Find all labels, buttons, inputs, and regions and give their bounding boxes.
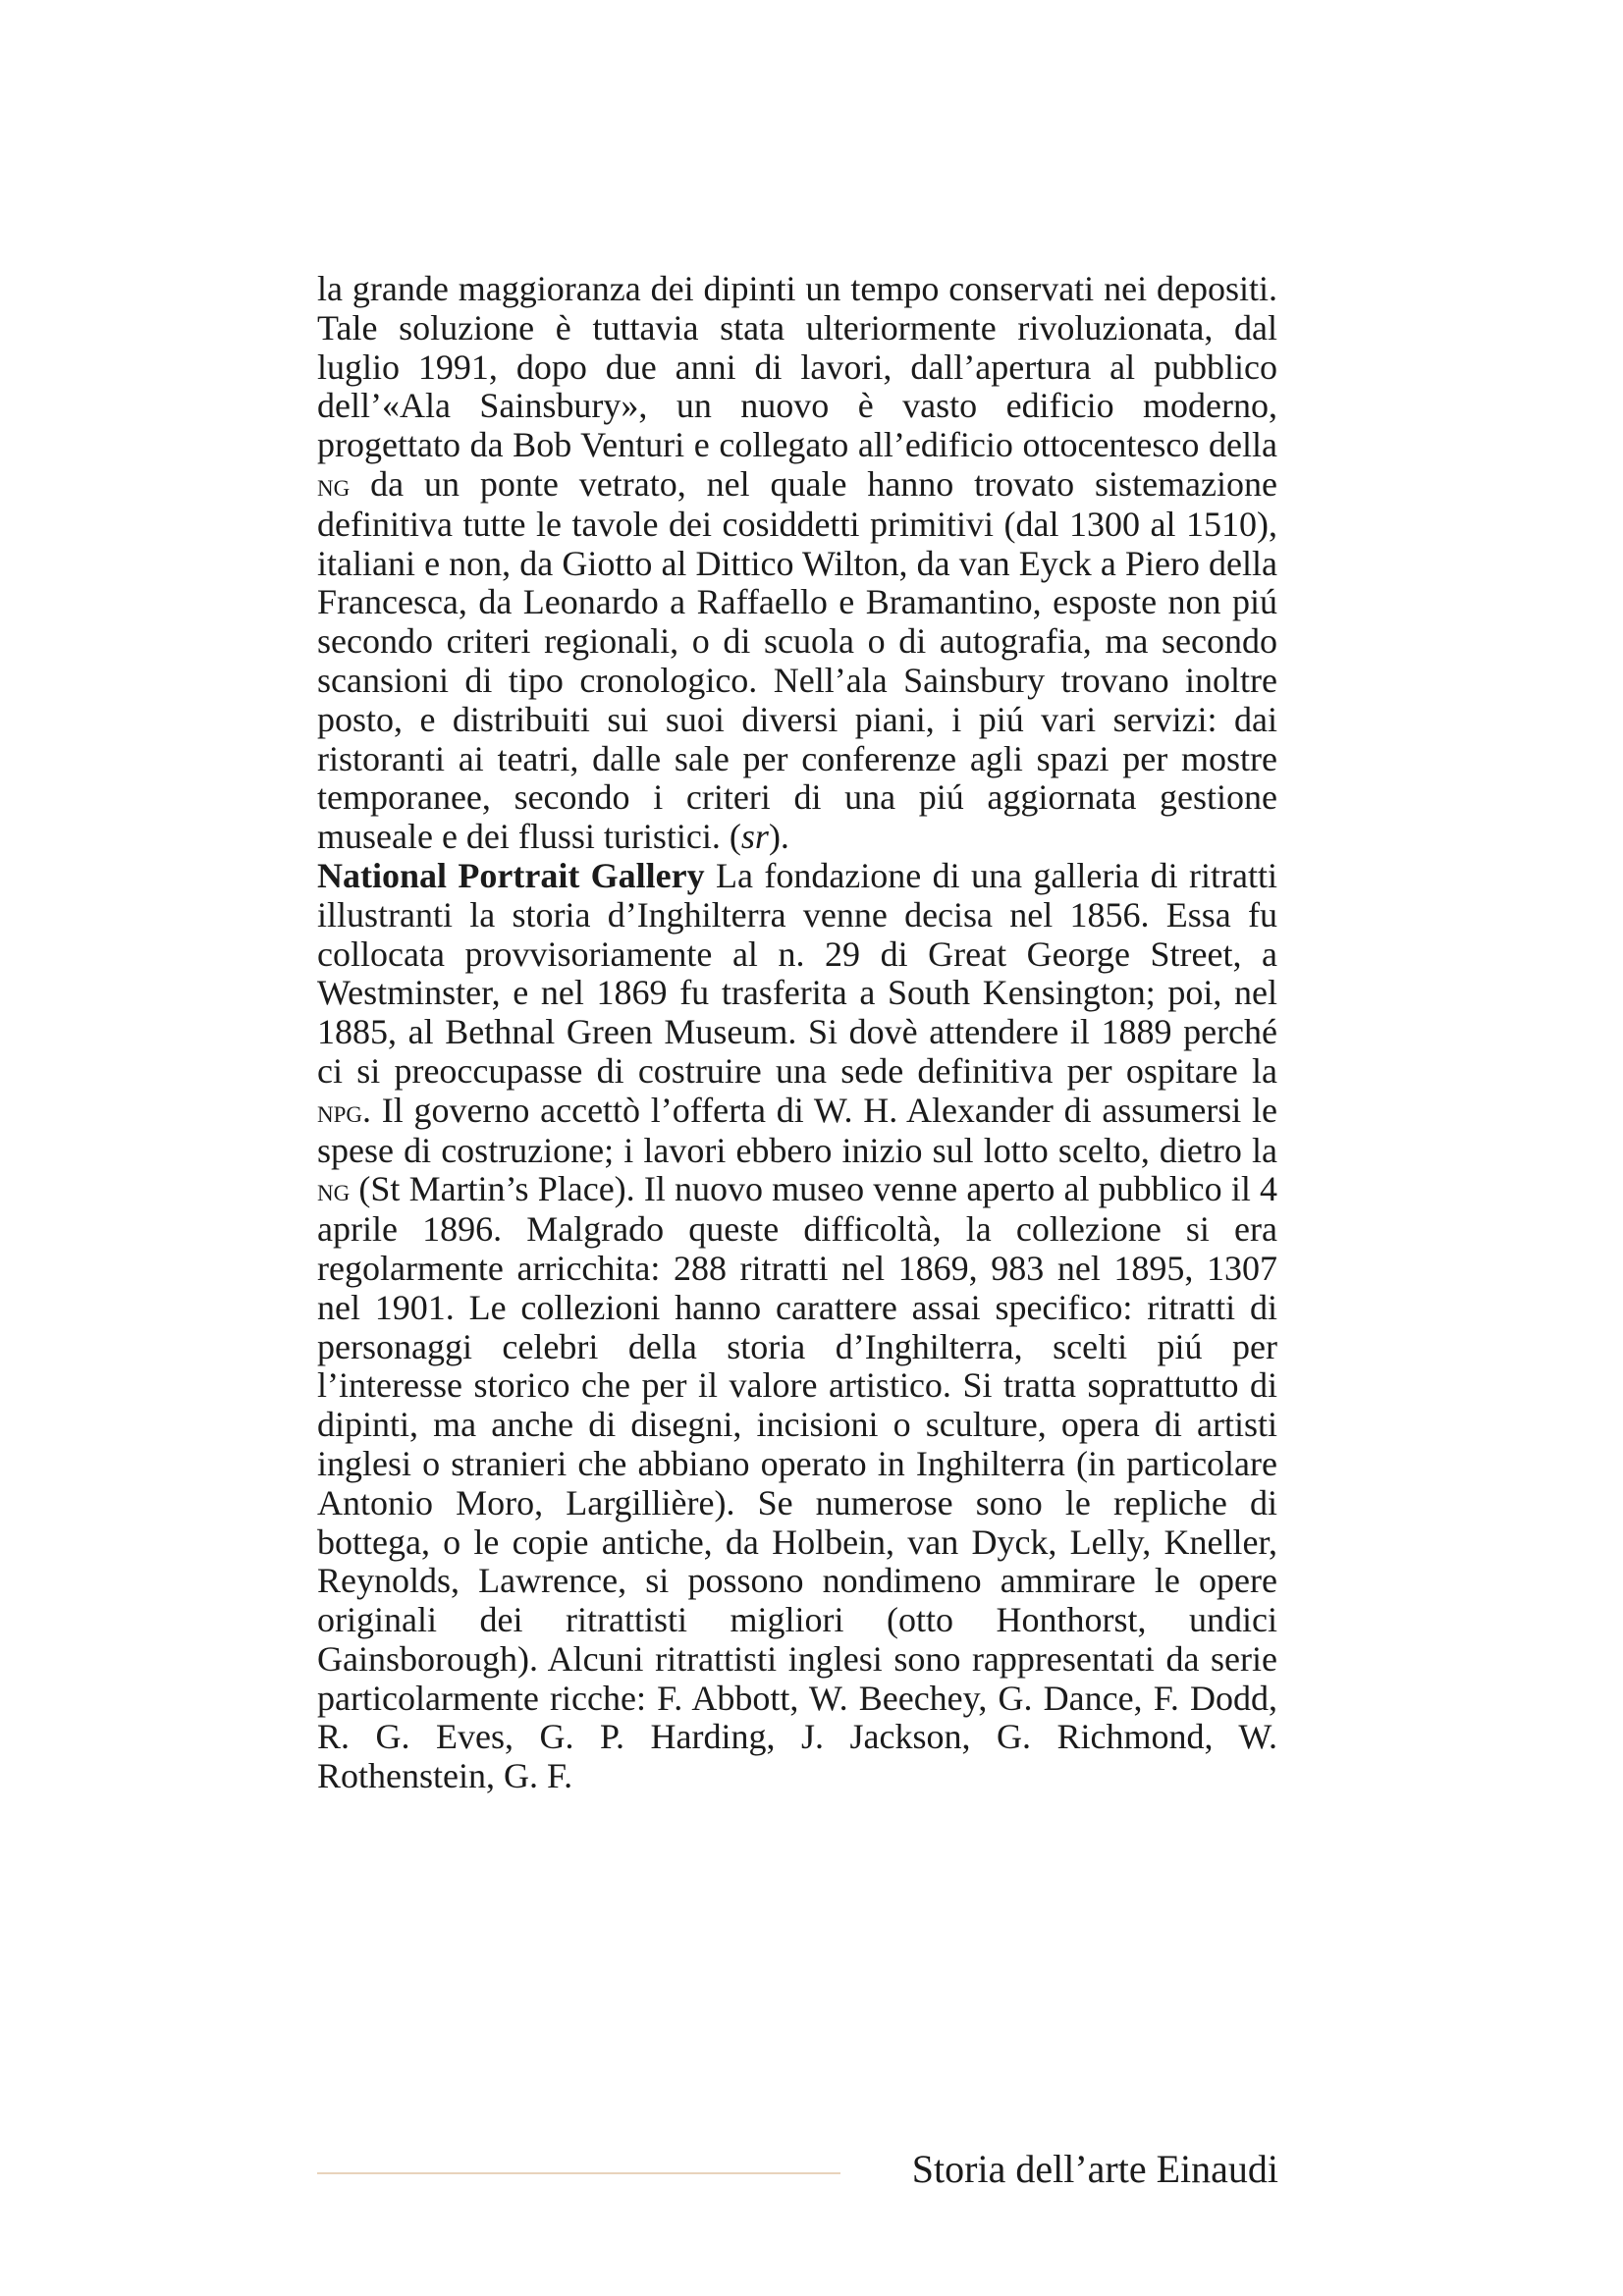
entry-title: National Portrait Gallery — [317, 855, 705, 895]
abbreviation-ng: ng — [317, 466, 351, 504]
text-run: (St Martin’s Place). Il nuovo museo venne aperto al pubblico il 4 aprile 1896. Malgrado queste difficoltà, la collezione si era regolarmente arricchita: 288 ritratti nel 1869, 983 nel 1895, 1307 nel 1901. Le collezioni hanno carattere assai specifico: ritratti di personaggi celebri della storia d’Inghilterra, scelti piú per l’interesse storico che per il valore artistico. Si tratta soprattutto di dipinti, ma anche di disegni, incisioni o sculture, opera di artisti inglesi o stranieri che abbiano operato in Inghilterra (in particolare Antonio Moro, Largillière). Se numerose sono le repliche di bottega, o le copie antiche, da Holbein, van Dyck, Lelly, Kneller, Reynolds, Lawrence, si possono nondimeno ammirare le opere originali dei ritrattisti migliori (otto Honthorst, undici Gainsborough). Alcuni ritrattisti inglesi sono rappresentati da serie particolarmente ricche: F. Abbott, W. Beechey, G. Dance, F. Dodd, R. G. Eves, G. P. Harding, J. Jackson, G. Richmond, W. Rothenstein, G. F. — [317, 1169, 1277, 1796]
paragraph-ng-sainsbury — [317, 270, 1277, 857]
text-run: da un ponte vetrato, nel quale hanno trovato sistemazione definitiva tutte le tavole dei cosiddetti primitivi (dal 1300 al 1510), italiani e non, da Giotto al Dittico Wilton, da van Eyck a Piero della Francesca, da Leonardo a Raffaello e Bramantino, esposte non piú secondo criteri regionali, o di scuola o di autografia, ma secondo scansioni di tipo cronologico. Nell’ala Sainsbury trovano inoltre posto, e distribuiti sui suoi diversi piani, i piú vari servizi: dai ristoranti ai teatri, dalle sale per conferenze agli spazi per mostre temporanee, secondo i criteri di una piú aggiornata gestione museale e dei flussi turistici. ( — [317, 463, 1277, 857]
paragraph-npg — [317, 857, 1277, 1796]
text-run: ). — [768, 817, 789, 857]
abbreviation-npg: npg — [317, 1093, 363, 1130]
footer-title: Storia dell’arte Einaudi — [911, 2147, 1278, 2191]
footer-rule — [317, 2172, 840, 2174]
text-run: la grande maggioranza dei dipinti un tempo conservati nei depositi. Tale soluzione è tuttavia stata ulteriormente rivoluzionata, dal luglio 1991, dopo due anni di lavori, dall’apertura al pubblico dell’«Ala Sainsbury», un nuovo è vasto edificio moderno, progettato da Bob Venturi e collegato all’edificio ottocentesco della — [317, 269, 1277, 465]
author-initials: sr — [740, 817, 769, 857]
main-text — [317, 270, 1277, 1796]
abbreviation-ng: ng — [317, 1172, 351, 1209]
text-run: . Il governo accettò l’offerta di W. H. Alexander di assumersi le spese di costruzione; i lavori ebbero inizio sul lotto scelto, dietro la — [317, 1090, 1277, 1170]
text-run: La fondazione di una galleria di ritratti illustranti la storia d’Inghilterra venne decisa nel 1856. Essa fu collocata provvisoriamente al n. 29 di Great George Street, a Westminster, e nel 1869 fu trasferita a South Kensington; poi, nel 1885, al Bethnal Green Museum. Si dovè attendere il 1889 perché ci si preoccupasse di costruire una sede definitiva per ospitare la — [317, 855, 1277, 1091]
